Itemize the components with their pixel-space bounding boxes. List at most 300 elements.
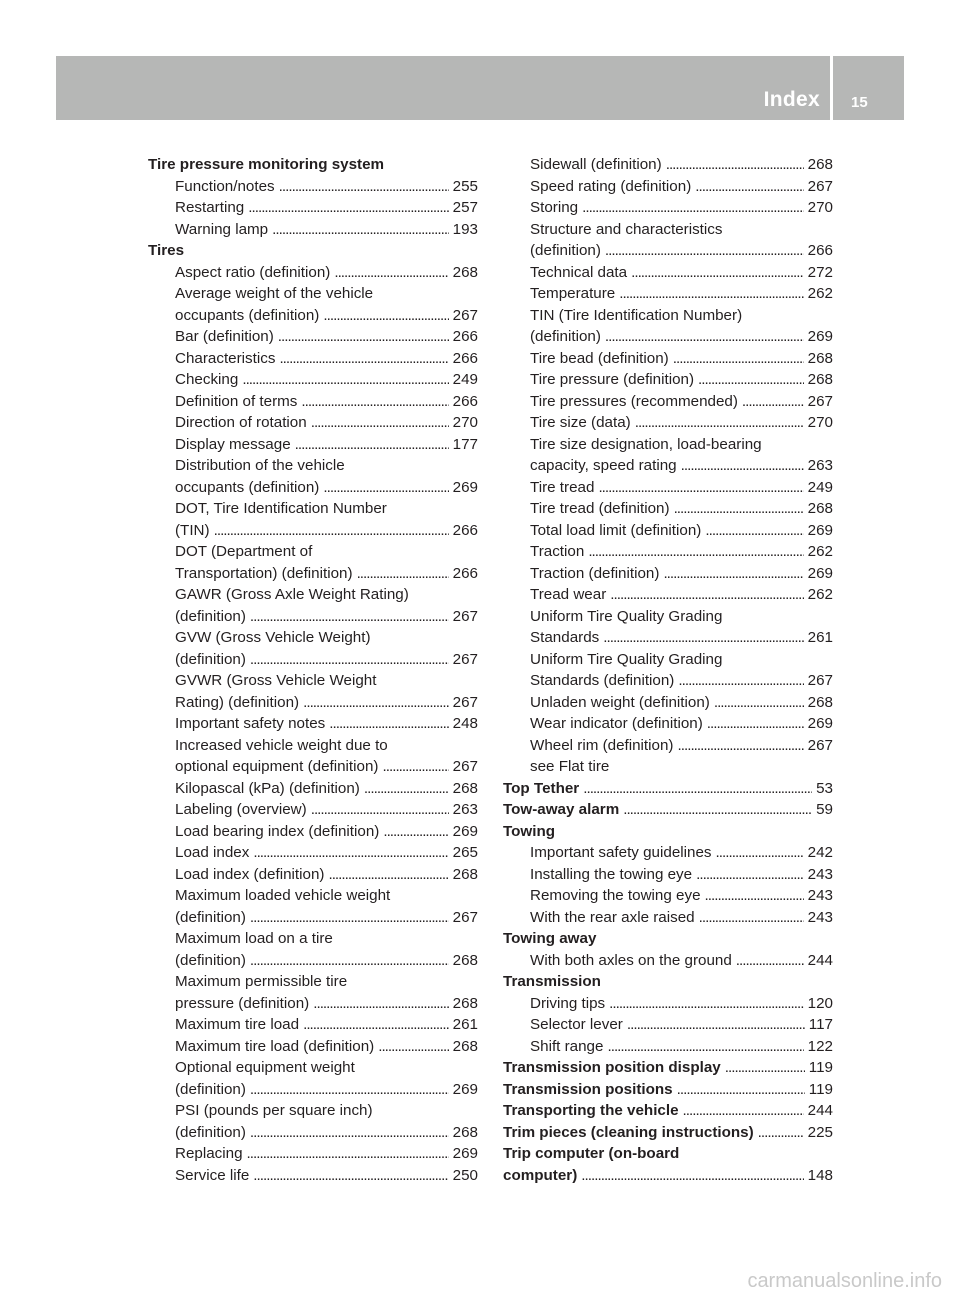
index-entry-line bbox=[175, 885, 478, 907]
index-entry-text: Important safety guidelines bbox=[530, 844, 712, 861]
leader-dots bbox=[383, 821, 448, 843]
index-entry-sub bbox=[503, 584, 833, 606]
index-entry-line bbox=[175, 907, 478, 929]
index-entry-text: Uniform Tire Quality Grading bbox=[530, 607, 723, 625]
index-entry-text: occupants (definition) bbox=[175, 478, 320, 496]
index-page-ref: 267 bbox=[452, 607, 478, 625]
leader-dots bbox=[725, 1057, 805, 1079]
leader-dots bbox=[598, 477, 803, 499]
index-entry-sub bbox=[503, 842, 833, 864]
index-entry-text: GVW (Gross Vehicle Weight) bbox=[175, 629, 371, 646]
index-entry-line bbox=[530, 520, 833, 542]
leader-dots bbox=[250, 950, 449, 972]
index-entry-sub bbox=[503, 434, 833, 477]
leader-dots bbox=[607, 1036, 803, 1058]
index-page-ref: 263 bbox=[452, 801, 478, 818]
leader-dots bbox=[272, 219, 449, 241]
index-entry-text: Increased vehicle weight due to bbox=[175, 736, 388, 754]
index-entry-line bbox=[175, 1143, 478, 1165]
index-page-ref: 272 bbox=[807, 263, 833, 281]
index-entry-text: Towing away bbox=[503, 930, 597, 947]
index-entry-text: Storing bbox=[530, 199, 579, 216]
index-entry-text: GVWR (Gross Vehicle Weight bbox=[175, 672, 377, 689]
index-entry-line bbox=[503, 971, 833, 993]
index-entry-text: Installing the towing eye bbox=[530, 865, 693, 883]
index-entry-text: Labeling (overview) bbox=[175, 801, 307, 818]
index-entry-sub bbox=[503, 756, 833, 778]
index-entry-text: PSI (pounds per square inch) bbox=[175, 1102, 373, 1119]
index-entry-sub bbox=[148, 412, 478, 434]
index-entry-text: Function/notes bbox=[175, 177, 275, 195]
leader-dots bbox=[673, 348, 804, 370]
index-entry-sub bbox=[503, 735, 833, 757]
index-entry-line bbox=[175, 627, 478, 649]
index-entry-text: With both axles on the ground bbox=[530, 951, 732, 969]
index-page-ref: 266 bbox=[452, 349, 478, 367]
index-entry-sub bbox=[503, 219, 833, 262]
index-entry-sub bbox=[503, 993, 833, 1015]
index-entry-text: Distribution of the vehicle bbox=[175, 457, 345, 474]
index-entry-text: Tires bbox=[148, 242, 185, 259]
leader-dots bbox=[758, 1122, 804, 1144]
index-entry-sub bbox=[503, 606, 833, 649]
index-entry-text: Wheel rim (definition) bbox=[530, 736, 674, 754]
index-entry-line bbox=[503, 778, 833, 800]
index-entry-text: DOT (Department of bbox=[175, 543, 313, 560]
index-entry-text: Top Tether bbox=[503, 779, 580, 797]
index-entry-line bbox=[175, 498, 478, 520]
section-title: Index bbox=[763, 88, 820, 111]
watermark: carmanualsonline.info bbox=[747, 1270, 942, 1292]
index-entry-sub bbox=[148, 197, 478, 219]
index-entry-line bbox=[530, 627, 833, 649]
index-entry-sub bbox=[503, 950, 833, 972]
leader-dots bbox=[248, 197, 448, 219]
index-entry-sub bbox=[503, 563, 833, 585]
index-page-ref: 243 bbox=[807, 887, 833, 904]
index-entry-line bbox=[175, 434, 478, 456]
index-entry-sub bbox=[503, 477, 833, 499]
index-page-ref: 244 bbox=[807, 951, 833, 969]
leader-dots bbox=[695, 176, 803, 198]
index-entry-line bbox=[530, 563, 833, 585]
index-entry-text: Shift range bbox=[530, 1037, 604, 1055]
leader-dots bbox=[357, 563, 449, 585]
index-entry-text: Maximum load on a tire bbox=[175, 930, 333, 947]
index-entry-line bbox=[530, 584, 833, 606]
leader-dots bbox=[736, 950, 804, 972]
index-entry-line bbox=[175, 283, 478, 305]
index-page-ref: 268 bbox=[807, 156, 833, 173]
leader-dots bbox=[313, 993, 448, 1015]
index-column-right bbox=[503, 154, 833, 1186]
index-entry-line bbox=[175, 219, 478, 241]
index-entry-text: (definition) bbox=[175, 607, 246, 625]
index-entry-text: Display message bbox=[175, 435, 291, 453]
index-entry-sub bbox=[148, 670, 478, 713]
index-column-left bbox=[148, 154, 478, 1186]
index-entry-line bbox=[503, 1079, 833, 1101]
index-page-ref: 266 bbox=[452, 328, 478, 345]
index-entry-text: Technical data bbox=[530, 263, 628, 281]
index-entry-line bbox=[175, 305, 478, 327]
index-entry-text: TIN (Tire Identification Number) bbox=[530, 306, 743, 324]
index-entry-sub bbox=[503, 1014, 833, 1036]
index-entry-sub bbox=[503, 348, 833, 370]
leader-dots bbox=[605, 326, 804, 348]
leader-dots bbox=[250, 1122, 449, 1144]
index-entry-sub bbox=[148, 821, 478, 843]
index-entry-line bbox=[530, 713, 833, 735]
index-entry-line bbox=[175, 799, 478, 821]
index-entry-line bbox=[175, 842, 478, 864]
index-entry-text: Characteristics bbox=[175, 349, 276, 367]
index-entry-line bbox=[530, 735, 833, 757]
index-entry-main bbox=[503, 778, 833, 800]
index-page-ref: 270 bbox=[807, 414, 833, 431]
index-entry-line bbox=[175, 778, 478, 800]
index-entry-line bbox=[148, 240, 478, 262]
index-entry-line bbox=[530, 993, 833, 1015]
index-entry-line bbox=[530, 455, 833, 477]
index-entry-text: Bar (definition) bbox=[175, 328, 274, 345]
index-entry-text: Transmission position display bbox=[503, 1059, 721, 1076]
leader-dots bbox=[250, 1079, 449, 1101]
index-page-ref: 268 bbox=[452, 263, 478, 281]
index-entry-line bbox=[175, 1014, 478, 1036]
index-entry-line bbox=[530, 1036, 833, 1058]
index-page-ref: 262 bbox=[807, 285, 833, 302]
index-entry-main bbox=[503, 1100, 833, 1122]
leader-dots bbox=[214, 520, 449, 542]
index-entry-sub bbox=[148, 1100, 478, 1143]
index-entry-text: Definition of terms bbox=[175, 392, 298, 410]
index-page-ref: 267 bbox=[452, 693, 478, 711]
index-entry-line bbox=[175, 928, 478, 950]
index-entry-sub bbox=[503, 391, 833, 413]
leader-dots bbox=[683, 1100, 804, 1122]
index-entry-line bbox=[530, 950, 833, 972]
index-entry-text: (definition) bbox=[175, 1123, 246, 1141]
index-entry-text: Traction bbox=[530, 543, 585, 560]
index-entry-line bbox=[530, 606, 833, 628]
index-entry-line bbox=[530, 283, 833, 305]
leader-dots bbox=[674, 498, 804, 520]
index-page-ref: 269 bbox=[807, 715, 833, 732]
leader-dots bbox=[696, 864, 804, 886]
leader-dots bbox=[323, 477, 448, 499]
leader-dots bbox=[666, 154, 804, 176]
index-entry-main bbox=[503, 928, 833, 950]
leader-dots bbox=[609, 993, 804, 1015]
leader-dots bbox=[742, 391, 804, 413]
index-entry-sub bbox=[148, 391, 478, 413]
index-page-ref: 269 bbox=[452, 822, 478, 840]
leader-dots bbox=[623, 799, 812, 821]
index-page-ref: 266 bbox=[452, 564, 478, 582]
index-entry-line bbox=[503, 1100, 833, 1122]
index-entry-text: Average weight of the vehicle bbox=[175, 285, 374, 302]
index-entry-sub bbox=[503, 498, 833, 520]
index-entry-text: Warning lamp bbox=[175, 220, 269, 238]
index-page-ref: 268 bbox=[452, 1123, 478, 1141]
index-entry-sub bbox=[148, 713, 478, 735]
leader-dots bbox=[311, 412, 449, 434]
index-entry-text: Load index bbox=[175, 844, 250, 861]
index-entry-line bbox=[175, 1036, 478, 1058]
index-page-ref: 269 bbox=[452, 1080, 478, 1098]
leader-dots bbox=[603, 627, 803, 649]
index-page-ref: 148 bbox=[807, 1166, 833, 1184]
leader-dots bbox=[705, 520, 803, 542]
leader-dots bbox=[279, 348, 448, 370]
index-entry-sub bbox=[148, 842, 478, 864]
index-entry-text: computer) bbox=[503, 1166, 578, 1184]
index-entry-main bbox=[503, 971, 833, 993]
leader-dots bbox=[677, 1079, 805, 1101]
index-entry-text: Unladen weight (definition) bbox=[530, 693, 710, 711]
index-entry-line bbox=[503, 928, 833, 950]
index-entry-line bbox=[530, 756, 833, 778]
index-entry-text: (definition) bbox=[175, 1080, 246, 1098]
index-entry-text: Transporting the vehicle bbox=[503, 1102, 679, 1119]
index-entry-line bbox=[530, 154, 833, 176]
index-entry-sub bbox=[148, 369, 478, 391]
index-entry-text: Wear indicator (definition) bbox=[530, 715, 703, 732]
leader-dots bbox=[328, 864, 448, 886]
leader-dots bbox=[705, 885, 804, 907]
leader-dots bbox=[582, 197, 804, 219]
index-entry-sub bbox=[148, 735, 478, 778]
index-page-ref: 270 bbox=[807, 199, 833, 216]
index-entry-line bbox=[175, 1122, 478, 1144]
index-page-ref: 242 bbox=[807, 844, 833, 861]
index-page-ref: 268 bbox=[452, 994, 478, 1012]
index-entry-line bbox=[530, 477, 833, 499]
index-entry-text: Traction (definition) bbox=[530, 564, 660, 582]
index-entry-text: occupants (definition) bbox=[175, 306, 320, 324]
index-entry-text: Tow-away alarm bbox=[503, 801, 620, 818]
index-entry-sub bbox=[148, 971, 478, 1014]
index-entry-line bbox=[175, 670, 478, 692]
index-page-ref: 268 bbox=[807, 349, 833, 367]
index-entry-line bbox=[503, 1165, 833, 1187]
index-page-ref: 269 bbox=[807, 521, 833, 539]
index-entry-text: Maximum tire load (definition) bbox=[175, 1037, 375, 1055]
index-page-ref: 267 bbox=[452, 758, 478, 775]
leader-dots bbox=[681, 455, 804, 477]
index-entry-text: Total load limit (definition) bbox=[530, 521, 702, 539]
index-entry-sub bbox=[148, 176, 478, 198]
index-entry-sub bbox=[503, 369, 833, 391]
index-entry-text: Tire pressure (definition) bbox=[530, 371, 695, 388]
index-entry-text: Aspect ratio (definition) bbox=[175, 263, 331, 281]
leader-dots bbox=[253, 842, 448, 864]
index-entry-line bbox=[530, 864, 833, 886]
index-entry-line bbox=[530, 649, 833, 671]
index-page-ref: 249 bbox=[807, 478, 833, 496]
index-page-ref: 261 bbox=[452, 1016, 478, 1033]
index-entry-sub bbox=[148, 348, 478, 370]
leader-dots bbox=[329, 713, 448, 735]
index-entry-line bbox=[503, 1143, 833, 1165]
index-entry-line bbox=[175, 455, 478, 477]
index-entry-text: Restarting bbox=[175, 199, 245, 216]
leader-dots bbox=[334, 262, 448, 284]
index-entry-sub bbox=[503, 649, 833, 692]
index-entry-text: capacity, speed rating bbox=[530, 457, 677, 474]
index-page-ref: 270 bbox=[452, 414, 478, 431]
index-page-ref: 268 bbox=[452, 951, 478, 969]
index-entry-line bbox=[175, 735, 478, 757]
leader-dots bbox=[714, 692, 804, 714]
index-page-ref: 267 bbox=[807, 736, 833, 754]
index-entry-sub bbox=[503, 154, 833, 176]
index-entry-text: GAWR (Gross Axle Weight Rating) bbox=[175, 586, 409, 603]
leader-dots bbox=[627, 1014, 805, 1036]
index-page-ref: 53 bbox=[816, 779, 833, 797]
index-page-ref: 243 bbox=[807, 908, 833, 926]
index-page-ref: 268 bbox=[452, 1037, 478, 1055]
index-entry-text: (definition) bbox=[530, 328, 601, 345]
index-page-ref: 269 bbox=[807, 564, 833, 582]
index-entry-line bbox=[175, 649, 478, 671]
index-entry-text: (definition) bbox=[175, 650, 246, 668]
index-entry-line bbox=[175, 971, 478, 993]
index-entry-line bbox=[175, 477, 478, 499]
index-entry-line bbox=[175, 713, 478, 735]
index-entry-text: Kilopascal (kPa) (definition) bbox=[175, 779, 360, 797]
index-entry-text: optional equipment (definition) bbox=[175, 758, 379, 775]
index-entry-sub bbox=[503, 1036, 833, 1058]
index-entry-line bbox=[175, 950, 478, 972]
index-page-ref: 268 bbox=[452, 779, 478, 797]
index-entry-text: With the rear axle raised bbox=[530, 908, 695, 926]
index-entry-line bbox=[530, 670, 833, 692]
index-entry-sub bbox=[148, 1165, 478, 1187]
leader-dots bbox=[631, 262, 804, 284]
index-entry-main bbox=[503, 1079, 833, 1101]
index-page-ref: 120 bbox=[807, 994, 833, 1012]
index-entry-line bbox=[175, 756, 478, 778]
index-entry-line bbox=[175, 1165, 478, 1187]
index-page-ref: 250 bbox=[452, 1166, 478, 1184]
index-entry-main bbox=[148, 154, 478, 176]
index-page-ref: 257 bbox=[452, 199, 478, 216]
index-entry-text: (definition) bbox=[530, 242, 601, 259]
index-page-ref: 266 bbox=[807, 242, 833, 259]
index-entry-line bbox=[175, 606, 478, 628]
index-entry-text: Direction of rotation bbox=[175, 414, 307, 431]
index-entry-line bbox=[530, 498, 833, 520]
index-entry-text: Transmission bbox=[503, 973, 601, 990]
index-entry-text: Transmission positions bbox=[503, 1080, 673, 1098]
leader-dots bbox=[301, 391, 448, 413]
index-entry-sub bbox=[148, 1143, 478, 1165]
leader-dots bbox=[278, 326, 449, 348]
leader-dots bbox=[698, 369, 804, 391]
index-entry-line bbox=[530, 197, 833, 219]
leader-dots bbox=[303, 1014, 449, 1036]
index-entry-text: Rating) (definition) bbox=[175, 693, 300, 711]
index-entry-line bbox=[175, 520, 478, 542]
index-page-ref: 266 bbox=[452, 521, 478, 539]
leader-dots bbox=[581, 1165, 803, 1187]
index-entry-sub bbox=[148, 498, 478, 541]
index-entry-sub bbox=[148, 283, 478, 326]
index-entry-sub bbox=[503, 541, 833, 563]
index-entry-sub bbox=[503, 305, 833, 348]
index-page-ref: 193 bbox=[452, 220, 478, 238]
leader-dots bbox=[323, 305, 448, 327]
index-entry-text: Temperature bbox=[530, 285, 616, 302]
leader-dots bbox=[247, 1143, 449, 1165]
index-entry-main bbox=[503, 799, 833, 821]
index-entry-text: (definition) bbox=[175, 951, 246, 969]
index-entry-text: Speed rating (definition) bbox=[530, 177, 692, 195]
index-entry-sub bbox=[503, 197, 833, 219]
index-page-ref: 267 bbox=[452, 908, 478, 926]
index-page-ref: 269 bbox=[807, 328, 833, 345]
index-entry-line bbox=[175, 197, 478, 219]
index-entry-line bbox=[503, 1057, 833, 1079]
index-entry-sub bbox=[503, 713, 833, 735]
index-entry-text: Driving tips bbox=[530, 994, 606, 1012]
index-entry-text: Checking bbox=[175, 371, 239, 388]
index-entry-line bbox=[175, 821, 478, 843]
index-entry-sub bbox=[148, 455, 478, 498]
index-entry-text: Tire pressure monitoring system bbox=[148, 156, 385, 173]
leader-dots bbox=[250, 907, 449, 929]
index-entry-line bbox=[503, 821, 833, 843]
index-entry-sub bbox=[148, 262, 478, 284]
index-page-ref: 248 bbox=[452, 715, 478, 732]
index-page-ref: 267 bbox=[807, 392, 833, 410]
index-entry-text: Load bearing index (definition) bbox=[175, 822, 380, 840]
index-entry-main bbox=[503, 1057, 833, 1079]
leader-dots bbox=[382, 756, 448, 778]
index-entry-sub bbox=[503, 283, 833, 305]
index-entry-sub bbox=[503, 176, 833, 198]
index-page-ref: 262 bbox=[807, 543, 833, 560]
index-page-ref: 243 bbox=[807, 865, 833, 883]
index-entry-line bbox=[175, 563, 478, 585]
index-entry-line bbox=[530, 391, 833, 413]
index-entry-text: Load index (definition) bbox=[175, 865, 325, 883]
index-entry-sub bbox=[148, 864, 478, 886]
index-entry-line bbox=[530, 434, 833, 456]
index-page-ref: 265 bbox=[452, 844, 478, 861]
leader-dots bbox=[678, 670, 803, 692]
index-entry-main bbox=[503, 1122, 833, 1144]
index-entry-sub bbox=[503, 262, 833, 284]
index-page-ref: 244 bbox=[807, 1102, 833, 1119]
leader-dots bbox=[610, 584, 803, 606]
index-entry-text: Standards bbox=[530, 629, 600, 646]
index-page-ref: 268 bbox=[807, 500, 833, 517]
leader-dots bbox=[716, 842, 804, 864]
index-entry-sub bbox=[503, 907, 833, 929]
index-page-ref: 267 bbox=[807, 177, 833, 195]
index-entry-line bbox=[175, 176, 478, 198]
leader-dots bbox=[253, 1165, 448, 1187]
index-entry-line bbox=[530, 262, 833, 284]
leader-dots bbox=[699, 907, 804, 929]
leader-dots bbox=[619, 283, 803, 305]
index-entry-line bbox=[530, 842, 833, 864]
index-entry-text: Transportation) (definition) bbox=[175, 564, 353, 582]
index-entry-text: Tire pressures (recommended) bbox=[530, 392, 738, 410]
